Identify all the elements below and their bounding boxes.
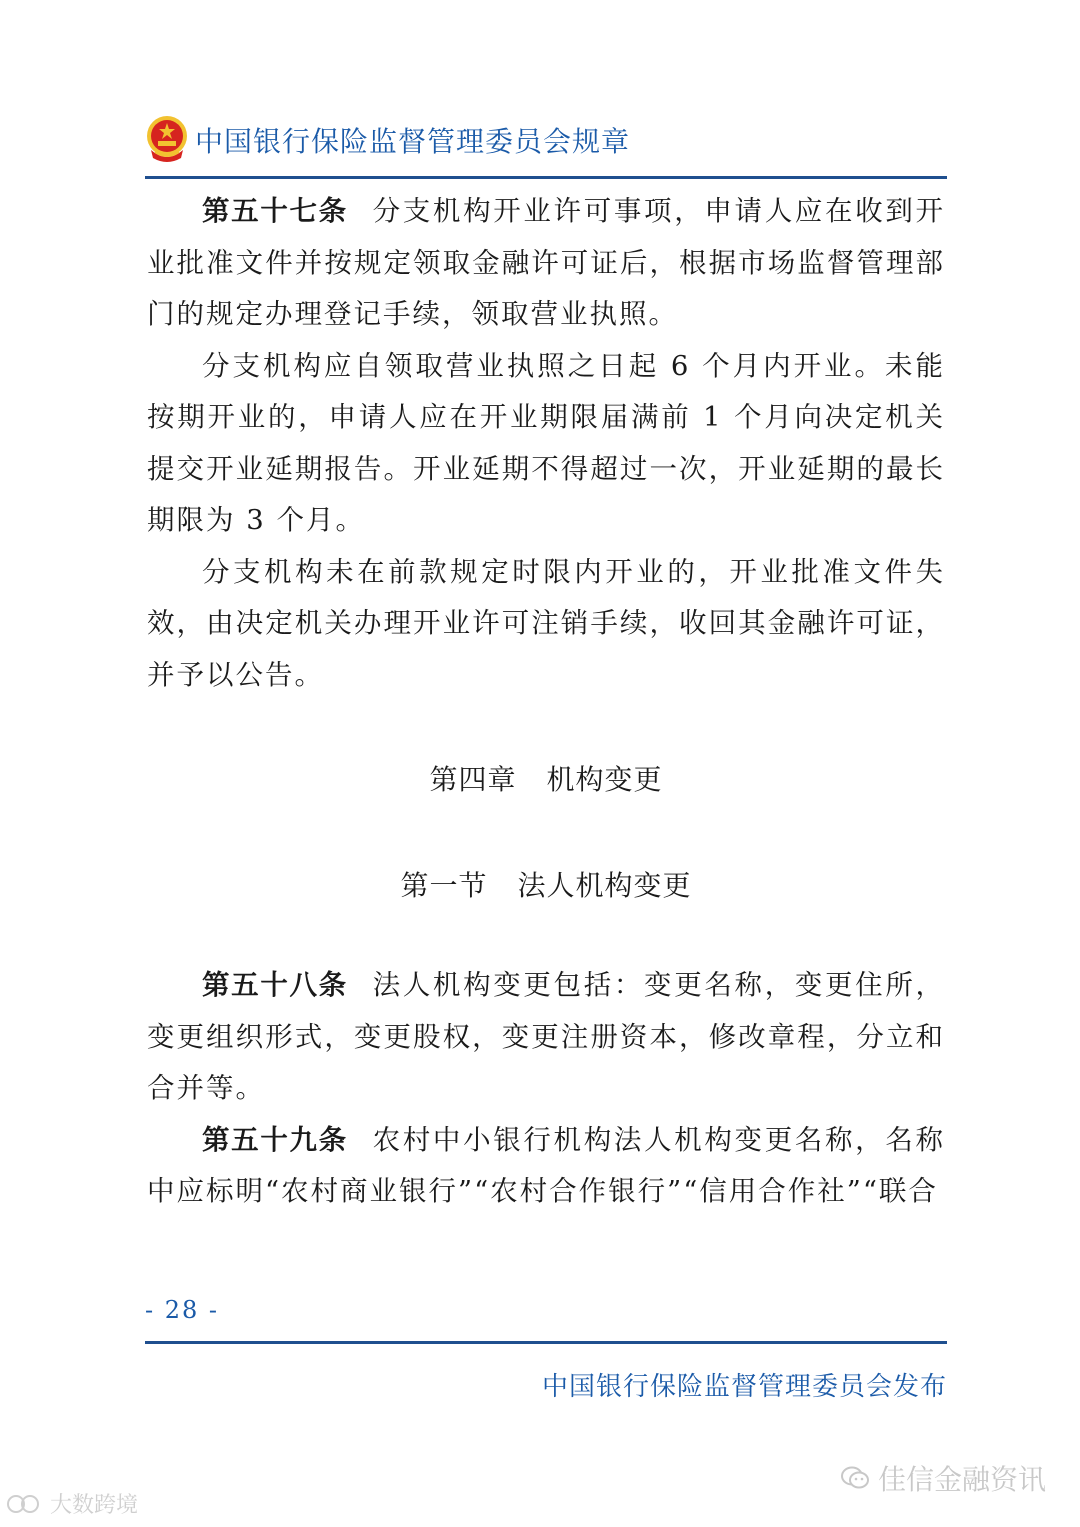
footer-publisher: 中国银行保险监督管理委员会发布: [541, 1372, 947, 1402]
page-number: - 28 -: [145, 1296, 220, 1324]
paragraph-art-59: [147, 1115, 945, 1218]
paragraph-text: 农村中小银行机构法人机构变更名称，名称中应标明“农村商业银行”“农村合作银行”“信用合作社”“联合: [147, 1123, 946, 1207]
section-title: 法人机构变更: [517, 869, 692, 902]
section-number: 第一节: [400, 869, 488, 902]
watermark-right: [840, 1458, 1046, 1498]
chapter-heading: [147, 758, 945, 798]
paragraph-text: 分支机构开业许可事项，申请人应在收到开业批准文件并按规定领取金融许可证后，根据市场监督管理部门的规定办理登记手续，领取营业执照。: [147, 195, 946, 330]
paragraph-text: 分支机构未在前款规定时限内开业的，开业批准文件失效，由决定机关办理开业许可注销手续，收回其金融许可证，并予以公告。: [147, 555, 945, 691]
paragraph-art-57: [147, 186, 945, 341]
header-title: 中国银行保险监督管理委员会规章: [195, 125, 631, 158]
watermark-left-text: 大数跨境: [50, 1493, 139, 1518]
paragraph: [147, 547, 945, 702]
national-emblem-icon: [145, 114, 189, 164]
watermark-right-text: 佳信金融资讯: [877, 1463, 1046, 1496]
section-heading: [147, 864, 945, 904]
article-body-2: [147, 960, 945, 1218]
paragraph-text: 法人机构变更包括：变更名称，变更住所，变更组织形式，变更股权，变更注册资本，修改章程，分立和合并等。: [147, 969, 946, 1104]
article-number: 第五十九条: [202, 1123, 348, 1156]
article-number: 第五十七条: [202, 195, 348, 227]
article-number: 第五十八条: [202, 969, 348, 1001]
article-body: [147, 186, 945, 701]
footer-divider: [145, 1341, 947, 1344]
paragraph: [147, 341, 945, 547]
paragraph-text: 分支机构应自领取营业执照之日起 6 个月内开业。未能按期开业的，申请人应在开业期限届满前 1 个月向决定机关提交开业延期报告。开业延期不得超过一次，开业延期的最长期限为 3 个月。: [147, 349, 945, 536]
wechat-icon: [840, 1465, 870, 1491]
chapter-number: 第四章: [429, 763, 517, 796]
paragraph-art-58: [147, 960, 945, 1115]
header-divider: [145, 176, 947, 179]
brand-logo-icon: [6, 1492, 46, 1516]
page-header: [145, 110, 947, 176]
chapter-title: 机构变更: [546, 763, 663, 796]
watermark-left: [6, 1488, 138, 1519]
